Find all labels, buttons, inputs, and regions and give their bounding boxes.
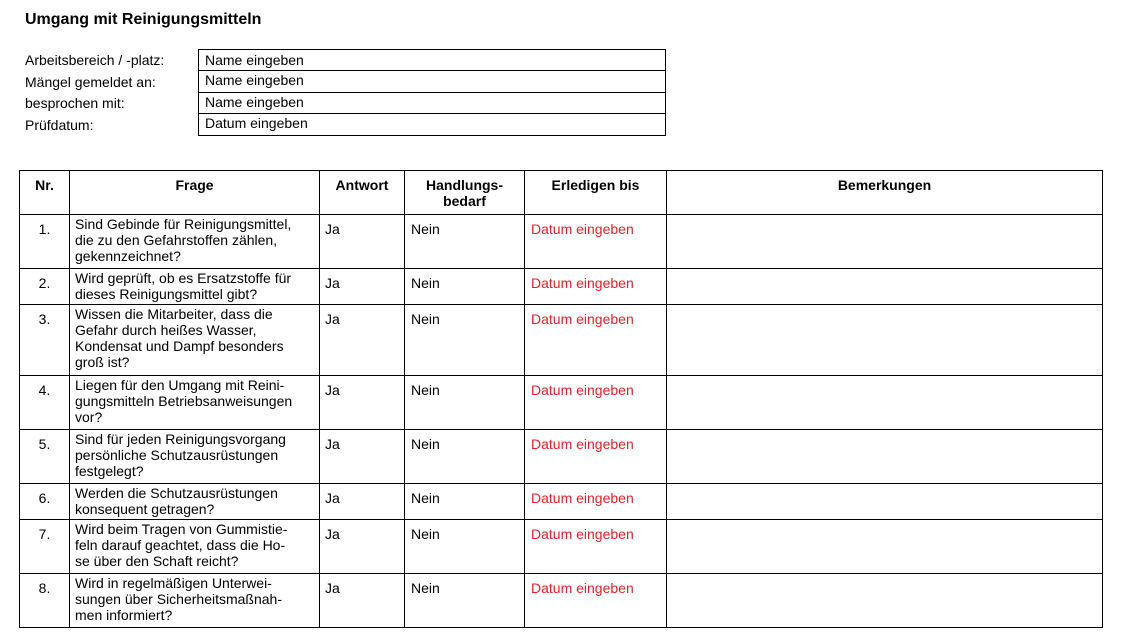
remarks-cell[interactable] — [667, 484, 1103, 520]
checklist-table — [19, 170, 1103, 628]
table-row — [20, 430, 1103, 484]
remarks-cell[interactable] — [667, 520, 1103, 574]
question-cell — [70, 430, 320, 484]
question-line: Wird in regelmäßigen Unterwei- — [75, 575, 272, 591]
row-number: 2. — [20, 269, 70, 305]
question-line: Sind Gebinde für Reinigungsmittel, — [75, 216, 292, 232]
table-row — [20, 376, 1103, 430]
table-row — [20, 574, 1103, 628]
question-line: festgelegt? — [75, 463, 144, 479]
question-line: se über den Schaft reicht? — [75, 553, 239, 569]
answer-cell[interactable]: Ja — [320, 574, 405, 628]
header-frage: Frage — [70, 171, 320, 215]
row-number: 6. — [20, 484, 70, 520]
question-line: Kondensat und Dampf besonders — [75, 338, 284, 354]
page-title: Umgang mit Reinigungsmitteln — [25, 11, 262, 28]
table-row — [20, 269, 1103, 305]
action-needed-cell[interactable]: Nein — [405, 430, 525, 484]
question-line: men informiert? — [75, 607, 173, 623]
answer-cell[interactable]: Ja — [320, 215, 405, 269]
question-cell — [70, 574, 320, 628]
question-line: Liegen für den Umgang mit Reini- — [75, 377, 285, 393]
question-line: Werden die Schutzausrüstungen — [75, 485, 278, 501]
table-row — [20, 305, 1103, 376]
action-needed-cell[interactable]: Nein — [405, 376, 525, 430]
remarks-cell[interactable] — [667, 215, 1103, 269]
question-line: feln darauf geachtet, dass die Ho- — [75, 537, 286, 553]
row-number: 1. — [20, 215, 70, 269]
question-line: persönliche Schutzausrüstungen — [75, 447, 279, 463]
question-line: Wissen die Mitarbeiter, dass die — [75, 306, 273, 322]
header-handlungsbedarf-line1: Handlungs- — [426, 177, 503, 193]
answer-cell[interactable]: Ja — [320, 430, 405, 484]
due-date-cell[interactable]: Datum eingeben — [525, 305, 667, 376]
action-needed-cell[interactable]: Nein — [405, 520, 525, 574]
field-besprochen-mit[interactable]: Name eingeben — [198, 92, 666, 114]
form-label-pruefdatum: Prüfdatum: — [25, 117, 94, 133]
answer-cell[interactable]: Ja — [320, 305, 405, 376]
answer-cell[interactable]: Ja — [320, 520, 405, 574]
action-needed-cell[interactable]: Nein — [405, 215, 525, 269]
form-label-arbeitsbereich: Arbeitsbereich / -platz: — [25, 52, 165, 68]
due-date-cell[interactable]: Datum eingeben — [525, 215, 667, 269]
row-number: 3. — [20, 305, 70, 376]
question-cell — [70, 215, 320, 269]
question-line: konsequent getragen? — [75, 501, 215, 517]
table-row — [20, 520, 1103, 574]
answer-cell[interactable]: Ja — [320, 484, 405, 520]
row-number: 5. — [20, 430, 70, 484]
due-date-cell[interactable]: Datum eingeben — [525, 520, 667, 574]
field-maengel-gemeldet[interactable]: Name eingeben — [198, 70, 666, 93]
table-header-row — [20, 171, 1103, 215]
question-line: vor? — [75, 409, 103, 425]
question-line: Wird beim Tragen von Gummistie- — [75, 521, 288, 537]
answer-cell[interactable]: Ja — [320, 376, 405, 430]
due-date-cell[interactable]: Datum eingeben — [525, 376, 667, 430]
remarks-cell[interactable] — [667, 430, 1103, 484]
question-cell — [70, 520, 320, 574]
question-line: Wird geprüft, ob es Ersatzstoffe für — [75, 270, 292, 286]
due-date-cell[interactable]: Datum eingeben — [525, 430, 667, 484]
question-line: sungen über Sicherheitsmaßnah- — [75, 591, 283, 607]
answer-cell[interactable]: Ja — [320, 269, 405, 305]
row-number: 4. — [20, 376, 70, 430]
remarks-cell[interactable] — [667, 305, 1103, 376]
field-arbeitsbereich[interactable]: Name eingeben — [198, 49, 666, 71]
row-number: 7. — [20, 520, 70, 574]
question-cell — [70, 305, 320, 376]
remarks-cell[interactable] — [667, 574, 1103, 628]
question-line: gungsmitteln Betriebsanweisungen — [75, 393, 293, 409]
header-handlungsbedarf — [405, 171, 525, 215]
question-line: groß ist? — [75, 354, 130, 370]
header-erledigen-bis: Erledigen bis — [525, 171, 667, 215]
question-line: Sind für jeden Reinigungsvorgang — [75, 431, 286, 447]
remarks-cell[interactable] — [667, 376, 1103, 430]
question-line: Gefahr durch heißes Wasser, — [75, 322, 257, 338]
question-cell — [70, 376, 320, 430]
action-needed-cell[interactable]: Nein — [405, 484, 525, 520]
form-label-besprochen-mit: besprochen mit: — [25, 95, 125, 111]
header-antwort: Antwort — [320, 171, 405, 215]
table-row — [20, 215, 1103, 269]
question-line: die zu den Gefahrstoffen zählen, — [75, 232, 278, 248]
remarks-cell[interactable] — [667, 269, 1103, 305]
field-pruefdatum[interactable]: Datum eingeben — [198, 113, 666, 136]
due-date-cell[interactable]: Datum eingeben — [525, 484, 667, 520]
question-cell — [70, 269, 320, 305]
question-line: gekennzeichnet? — [75, 248, 181, 264]
table-row — [20, 484, 1103, 520]
form-label-maengel-gemeldet: Mängel gemeldet an: — [25, 74, 156, 90]
question-line: dieses Reinigungsmittel gibt? — [75, 286, 258, 302]
due-date-cell[interactable]: Datum eingeben — [525, 574, 667, 628]
header-bemerkungen: Bemerkungen — [667, 171, 1103, 215]
header-handlungsbedarf-line2: bedarf — [443, 193, 486, 209]
action-needed-cell[interactable]: Nein — [405, 305, 525, 376]
action-needed-cell[interactable]: Nein — [405, 574, 525, 628]
row-number: 8. — [20, 574, 70, 628]
header-nr: Nr. — [20, 171, 70, 215]
due-date-cell[interactable]: Datum eingeben — [525, 269, 667, 305]
action-needed-cell[interactable]: Nein — [405, 269, 525, 305]
question-cell — [70, 484, 320, 520]
